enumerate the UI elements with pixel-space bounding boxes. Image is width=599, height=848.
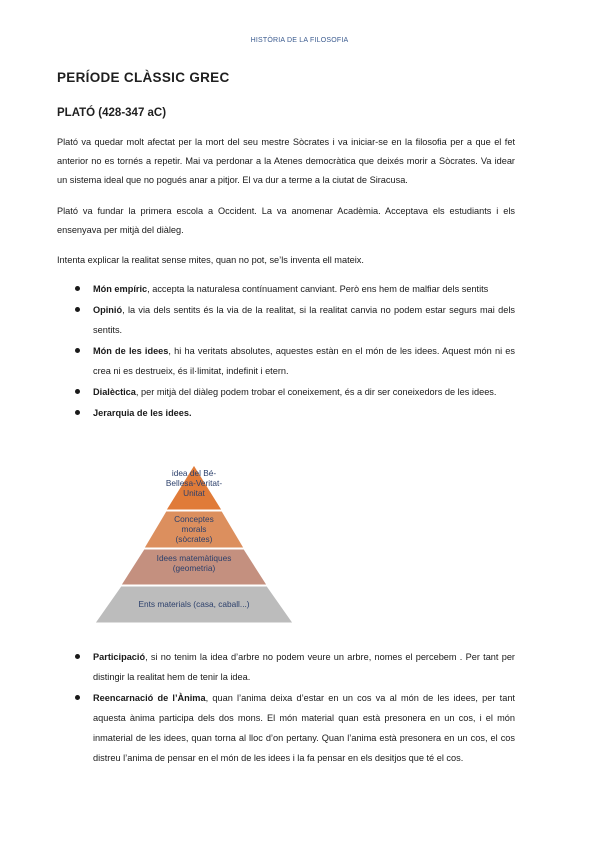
list-item-text: , quan l’anima deixa d’estar en un cos va al món de les idees, per tant aquesta ànima participa dels dos mons. El món material quan està presonera en un cos, i el món inmaterial de les idees, quan torna al lloc d’on pertany. Quan l’anima està presonera en un cos, el cos distreu l’anima de pensar en el món de les idees i la fa pensar en els desitjos que té el cos.: [93, 693, 515, 763]
pyramid-label-moral: Conceptes morals (sòcrates): [174, 514, 214, 544]
list-item-text: , si no tenim la idea d’arbre no podem veure un arbre, nomes el percebem . Per tant per distingir la realitat hem de tenir la idea.: [93, 652, 515, 682]
bullet-icon: [75, 348, 80, 353]
list-item: [57, 382, 515, 402]
list-item-term: Participació: [93, 652, 146, 662]
pyramid-label-math: Idees matemàtiques (geometria): [156, 553, 232, 573]
list-item-text: , la via dels sentits és la via de la realitat, si la realitat canvia no podem estar segurs mai dels sentits.: [93, 305, 515, 335]
paragraph-2: Plató va fundar la primera escola a Occident. La va anomenar Acadèmia. Acceptava els estudiants i els ensenyava per mitjà del diàleg.: [57, 206, 515, 235]
bullet-icon: [75, 654, 80, 659]
subsection-title: PLATÓ (428-347 aC): [57, 107, 167, 119]
list-item-term: Opinió: [93, 305, 123, 315]
running-header: HISTÒRIA DE LA FILOSOFIA: [250, 37, 349, 44]
list-item: [57, 300, 515, 340]
list-item-term: Reencarnació de l’Ànima: [93, 693, 206, 703]
list-item-term: Món empíric: [93, 284, 148, 294]
list-item-term: Jerarquia de les idees.: [93, 408, 192, 418]
bullet-icon: [75, 307, 80, 312]
concept-list: [57, 279, 515, 424]
bullet-icon: [75, 389, 80, 394]
paragraph-3: Intenta explicar la realitat sense mites, quan no pot, se’ls inventa ell mateix.: [57, 255, 364, 265]
paragraph-1: Plató va quedar molt afectat per la mort del seu mestre Sòcrates i va iniciar-se en la filosofia per a que el fet anterior no es tornés a repetir. Mai va perdonar a la Atenes democràtica que deixés morir a Sòcrates. Va idear un sistema ideal que no pogués anar a pitjor. El va dur a terme a la ciutat de Siracusa.: [57, 137, 515, 185]
list-item-text: , accepta la naturalesa contínuament canviant. Però ens hem de malfiar dels sentits: [147, 284, 489, 294]
pyramid-label-material: Ents materials (casa, caball...): [138, 599, 250, 609]
bullet-icon: [75, 286, 80, 291]
list-item: [57, 688, 515, 768]
pyramid-label-top: idea del Bé-Bellesa-Veritat-Unitat: [165, 468, 223, 498]
bullet-icon: [75, 695, 80, 700]
list-item-term: Món de les idees: [93, 346, 169, 356]
section-title: PERÍODE CLÀSSIC GREC: [57, 70, 230, 85]
list-item: [57, 341, 515, 381]
list-item: [57, 403, 515, 423]
list-item-text: , per mitjà del diàleg podem trobar el coneixement, és a dir ser coneixedors de les idees.: [135, 387, 497, 397]
concept-list-continued: [57, 647, 515, 769]
list-item-text: , hi ha veritats absolutes, aquestes estàn en el món de les idees. Aquest món ni es crea ni es destrueix, és il·limitat, indefinit i etern.: [93, 346, 515, 376]
ideas-hierarchy-pyramid: [94, 465, 294, 625]
bullet-icon: [75, 410, 80, 415]
list-item: [57, 647, 515, 687]
list-item: [57, 279, 515, 299]
list-item-term: Dialèctica: [93, 387, 136, 397]
